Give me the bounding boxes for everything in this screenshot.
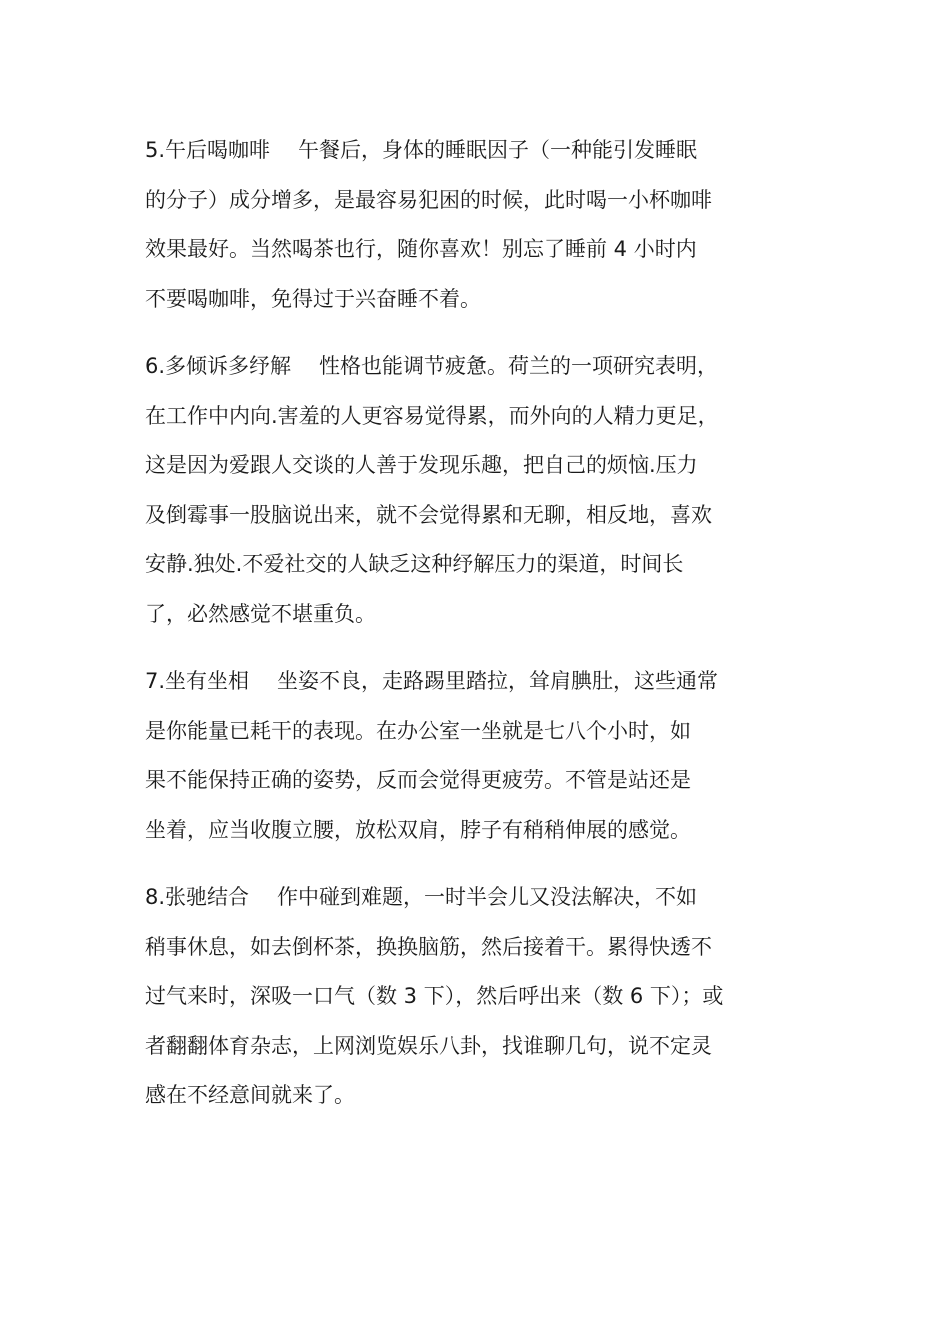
document-body	[145, 126, 817, 1139]
paragraph-8	[145, 873, 817, 1121]
line-text: 者翻翻体育杂志，上网浏览娱乐八卦，找谁聊几句，说不定灵	[145, 1033, 712, 1058]
paragraph-5	[145, 126, 817, 324]
line-text: 坐着，应当收腹立腰，放松双肩，脖子有稍稍伸展的感觉。	[145, 817, 691, 842]
paragraph-6	[145, 342, 817, 639]
item-number: 7.	[145, 669, 166, 693]
line-text: 作中碰到难题，一时半会儿又没法解决，不如	[277, 885, 698, 909]
line-text: 稍事休息，如去倒杯茶，换换脑筋，然后接着干。累得快透不	[145, 934, 712, 959]
paragraph-line	[145, 342, 817, 392]
line-text: 过气来时，深吸一口气（数 3 下），然后呼出来（数 6 下）；或	[145, 984, 724, 1008]
line-text: 性格也能调节疲惫。荷兰的一项研究表明，	[319, 354, 719, 378]
paragraph-line	[145, 873, 817, 923]
paragraph-line	[145, 657, 817, 707]
line-text: 坐姿不良，走路踢里踏拉，耸肩腆肚，这些通常	[277, 669, 719, 693]
item-number: 6.	[145, 354, 166, 378]
line-text: 及倒霉事一股脑说出来，就不会觉得累和无聊，相反地，喜欢	[145, 502, 712, 527]
line-text: 是你能量已耗干的表现。在办公室一坐就是七八个小时，如	[145, 718, 691, 743]
line-text: 效果最好。当然喝茶也行，随你喜欢！别忘了睡前 4 小时内	[145, 237, 697, 261]
item-heading: 张驰结合	[165, 885, 250, 909]
line-text: 午餐后，身体的睡眠因子（一种能引发睡眠	[298, 138, 698, 162]
line-text: 感在不经意间就来了。	[145, 1083, 355, 1107]
item-number: 8.	[145, 885, 166, 909]
item-heading: 坐有坐相	[165, 669, 250, 693]
item-heading: 多倾诉多纾解	[165, 354, 292, 378]
line-text: 在工作中内向.害羞的人更容易觉得累，而外向的人精力更足，	[145, 403, 719, 428]
line-text: 的分子）成分增多，是最容易犯困的时候，此时喝一小杯咖啡	[145, 187, 712, 212]
item-number: 5.	[145, 138, 166, 162]
line-text: 了，必然感觉不堪重负。	[145, 601, 376, 626]
line-text: 安静.独处.不爱社交的人缺乏这种纾解压力的渠道，时间长	[145, 552, 684, 576]
line-text: 不要喝咖啡，免得过于兴奋睡不着。	[145, 286, 481, 311]
item-heading: 午后喝咖啡	[165, 138, 271, 162]
paragraph-7	[145, 657, 817, 855]
paragraph-line	[145, 126, 817, 176]
line-text: 这是因为爱跟人交谈的人善于发现乐趣，把自己的烦恼.压力	[145, 453, 698, 477]
line-text: 果不能保持正确的姿势，反而会觉得更疲劳。不管是站还是	[145, 768, 691, 792]
